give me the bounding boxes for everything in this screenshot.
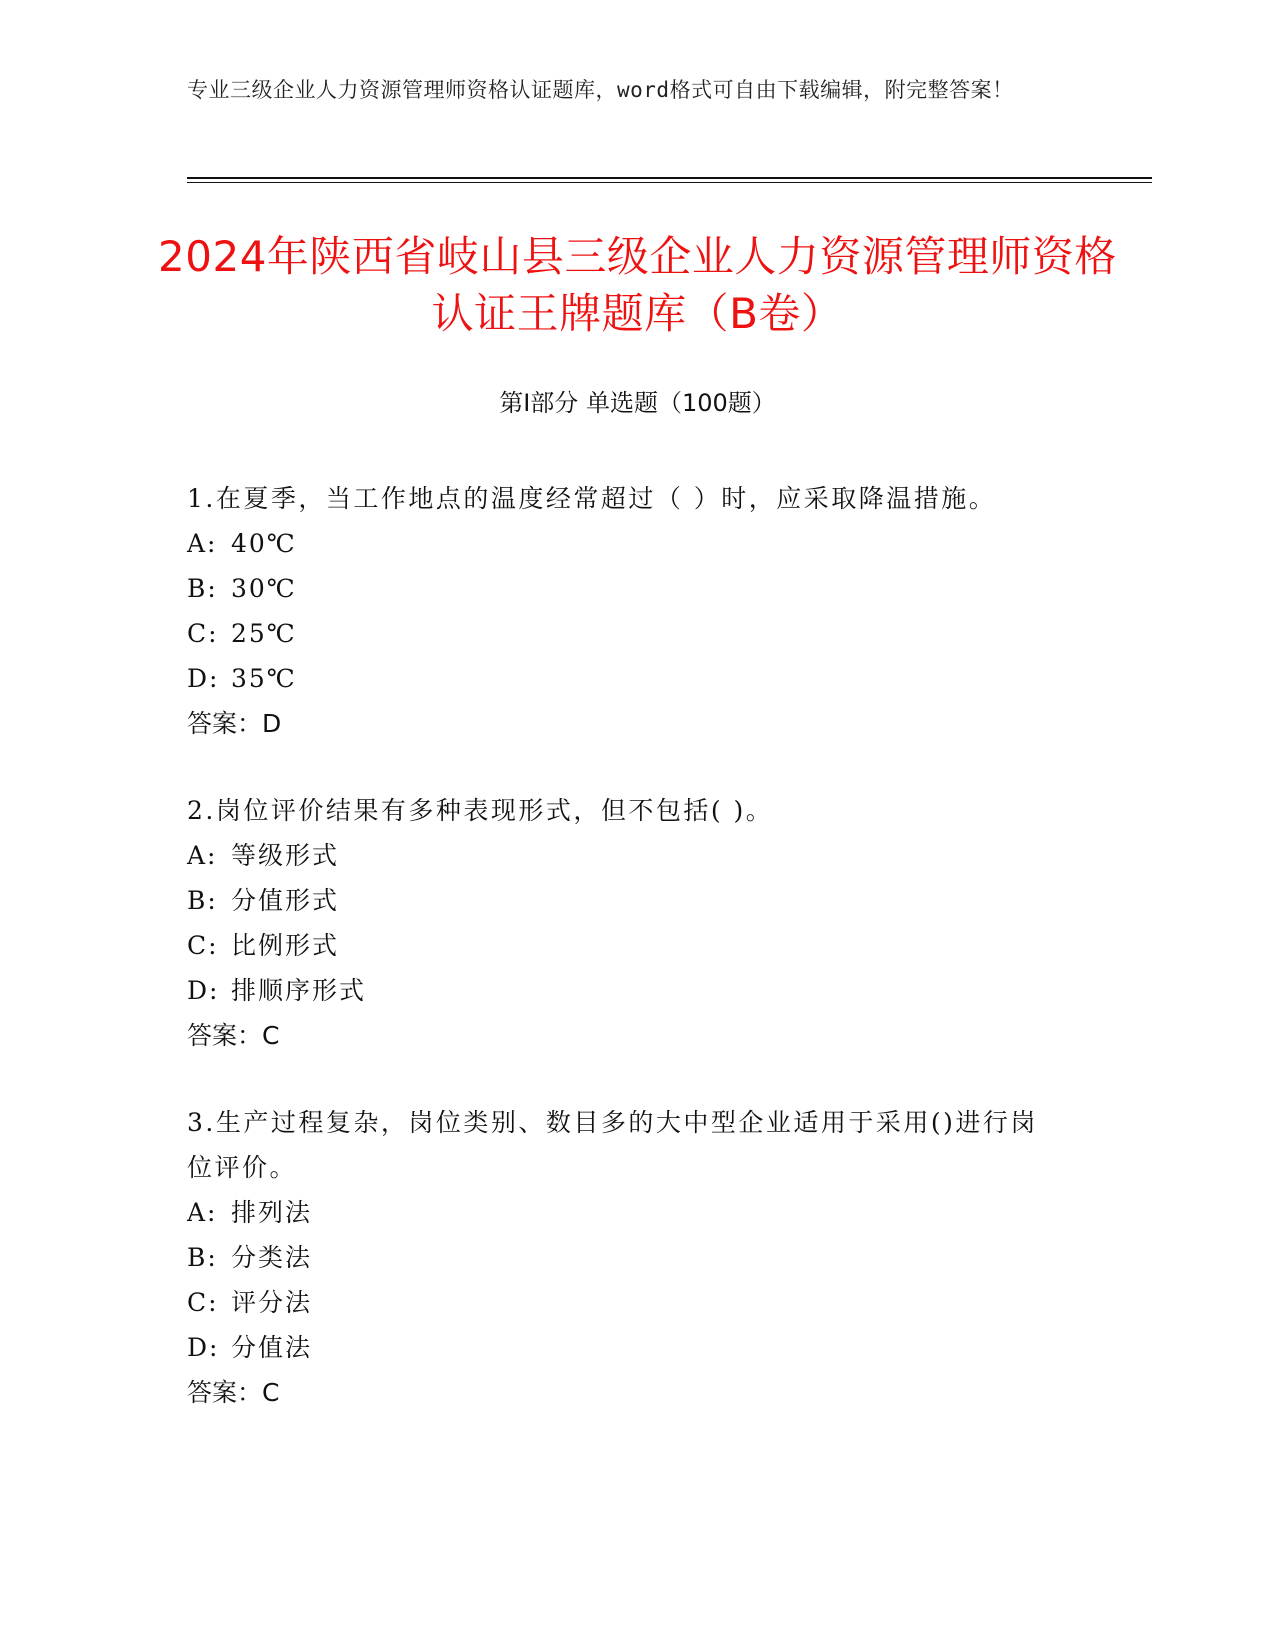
option-text: 排顺序形式 [231,976,367,1005]
option-d [187,968,1057,1013]
option-a [187,521,1057,566]
option-text: 25℃ [231,619,297,648]
option-text: 比例形式 [231,931,340,960]
question-1 [187,476,1057,746]
option-b [187,878,1057,923]
option-text: 40℃ [231,529,297,558]
question-stem: 3.生产过程复杂，岗位类别、数目多的大中型企业适用于采用()进行岗位评价。 [187,1108,1038,1182]
header-rule-thin [187,182,1152,183]
answer-line: 答案：D [187,709,282,738]
option-text: 35℃ [231,664,297,693]
question-stem: 1.在夏季，当工作地点的温度经常超过（ ）时，应采取降温措施。 [187,484,997,513]
option-key: D: [187,1333,220,1362]
option-key: C: [187,619,219,648]
option-key: A: [187,841,218,870]
header-note: 专业三级企业人力资源管理师资格认证题库，word格式可自由下载编辑，附完整答案！ [187,78,1014,102]
option-a [187,833,1057,878]
option-key: B: [187,574,218,603]
option-text: 分值法 [231,1333,313,1362]
option-a [187,1190,1057,1235]
option-key: B: [187,1243,218,1272]
answer-line: 答案：C [187,1378,280,1407]
question-3 [187,1100,1057,1415]
option-text: 评分法 [231,1288,313,1317]
option-text: 分值形式 [231,886,340,915]
option-text: 分类法 [231,1243,313,1272]
question-2 [187,788,1057,1058]
option-key: C: [187,1288,219,1317]
option-text: 等级形式 [231,841,340,870]
option-text: 排列法 [231,1198,313,1227]
option-key: D: [187,976,220,1005]
header-rule-thick [187,177,1152,179]
document-title: 2024年陕西省岐山县三级企业人力资源管理师资格认证王牌题库（B卷） [158,232,1117,338]
answer-line: 答案：C [187,1021,280,1050]
option-d [187,656,1057,701]
section-heading: 第Ⅰ部分 单选题（100题） [499,389,776,417]
option-b [187,566,1057,611]
question-stem: 2.岗位评价结果有多种表现形式，但不包括( )。 [187,796,774,825]
option-key: C: [187,931,219,960]
option-d [187,1325,1057,1370]
question-list [187,476,1057,1457]
option-key: D: [187,664,220,693]
option-c [187,611,1057,656]
option-key: A: [187,529,218,558]
option-text: 30℃ [231,574,297,603]
option-c [187,1280,1057,1325]
option-key: A: [187,1198,218,1227]
option-key: B: [187,886,218,915]
option-c [187,923,1057,968]
option-b [187,1235,1057,1280]
